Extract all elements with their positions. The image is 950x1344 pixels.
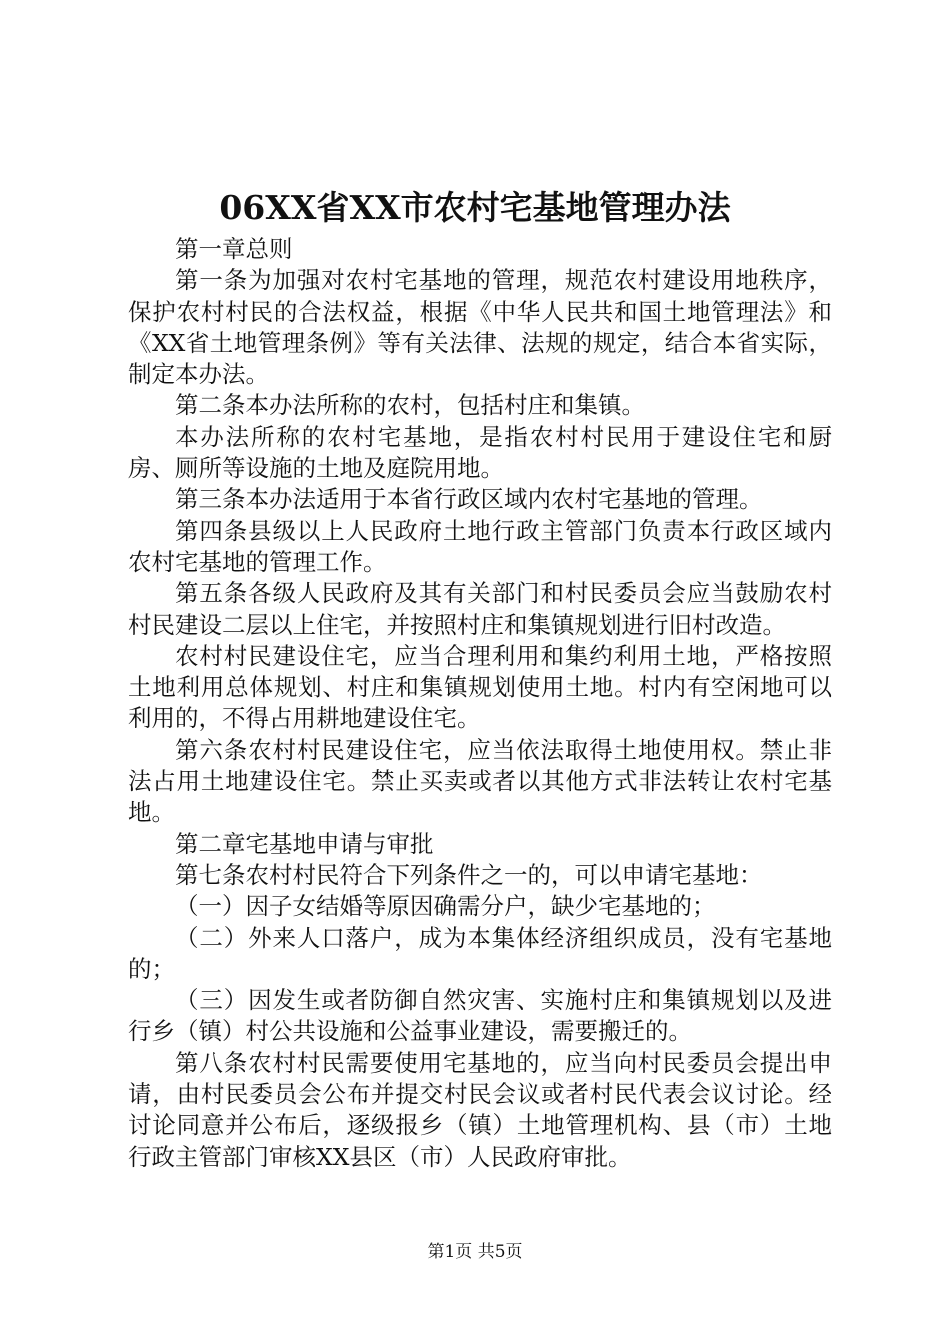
list-item: （三）因发生或者防御自然灾害、实施村庄和集镇规划以及进行乡（镇）村公共设施和公益事业建设，需要搬迁的。 xyxy=(128,986,832,1046)
page-footer: 第1页 共5页 xyxy=(427,1242,523,1262)
article-paragraph: 本办法所称的农村宅基地，是指农村村民用于建设住宅和厨房、厕所等设施的土地及庭院用地。 xyxy=(128,422,832,483)
article-paragraph: 第八条农村村民需要使用宅基地的，应当向村民委员会提出申请，由村民委员会公布并提交村民会议或者村民代表会议讨论。经讨论同意并公布后，逐级报乡（镇）土地管理机构、县（市）土地行政主管部门审核XX县区（市）人民政府审批。 xyxy=(128,1048,832,1171)
article-paragraph: 第四条县级以上人民政府土地行政主管部门负责本行政区域内农村宅基地的管理工作。 xyxy=(128,516,832,576)
document-title: 06XX省XX市农村宅基地管理办法 xyxy=(219,188,731,227)
article-paragraph: 第五条各级人民政府及其有关部门和村民委员会应当鼓励农村村民建设二层以上住宅，并按照村庄和集镇规划进行旧村改造。 xyxy=(128,579,832,639)
article-paragraph: 第六条农村村民建设住宅，应当依法取得土地使用权。禁止非法占用土地建设住宅。禁止买卖或者以其他方式非法转让农村宅基地。 xyxy=(128,735,832,827)
article-paragraph: 第一条为加强对农村宅基地的管理，规范农村建设用地秩序，保护农村村民的合法权益，根据《中华人民共和国土地管理法》和《XX省土地管理条例》等有关法律、法规的规定，结合本省实际，制定本办法。 xyxy=(128,266,832,389)
article-paragraph: 第三条本办法适用于本省行政区域内农村宅基地的管理。 xyxy=(175,485,763,514)
chapter-heading: 第二章宅基地申请与审批 xyxy=(175,829,434,858)
list-item: （二）外来人口落户，成为本集体经济组织成员，没有宅基地的； xyxy=(128,923,832,983)
document-body xyxy=(128,234,832,1173)
article-paragraph: 第二条本办法所称的农村，包括村庄和集镇。 xyxy=(175,391,645,420)
list-item: （一）因子女结婚等原因确需分户，缺少宅基地的； xyxy=(175,892,716,921)
chapter-heading: 第一章总则 xyxy=(175,235,293,263)
article-paragraph: 第七条农村村民符合下列条件之一的，可以申请宅基地： xyxy=(175,860,763,889)
article-paragraph: 农村村民建设住宅，应当合理利用和集约利用土地，严格按照土地利用总体规划、村庄和集镇规划使用土地。村内有空闲地可以利用的，不得占用耕地建设住宅。 xyxy=(128,641,832,733)
